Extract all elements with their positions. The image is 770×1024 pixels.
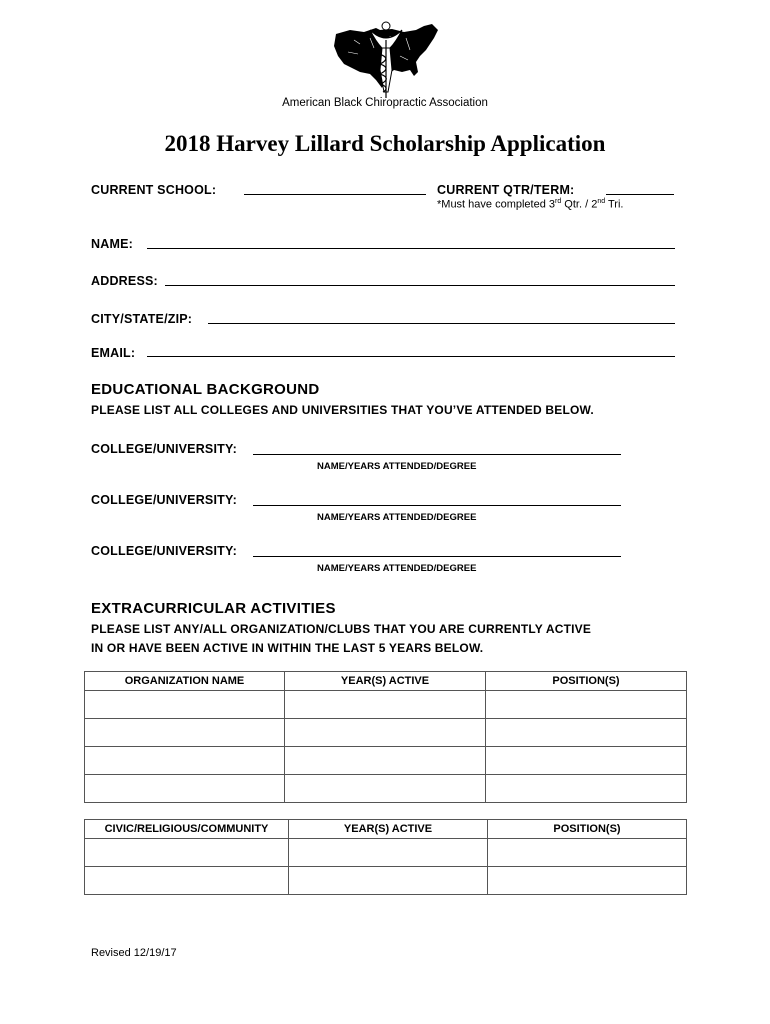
- civic-col-years-header: YEAR(S) ACTIVE: [289, 820, 488, 839]
- current-school-field[interactable]: [244, 194, 426, 195]
- org-cell[interactable]: [285, 691, 486, 719]
- civic-cell[interactable]: [289, 867, 488, 895]
- civic-cell[interactable]: [289, 839, 488, 867]
- education-heading: EDUCATIONAL BACKGROUND: [91, 381, 320, 398]
- extracurricular-heading: EXTRACURRICULAR ACTIVITIES: [91, 600, 336, 617]
- current-school-label: CURRENT SCHOOL:: [91, 183, 217, 197]
- table-row: [85, 747, 687, 775]
- org-cell[interactable]: [85, 775, 285, 803]
- city-state-zip-label: CITY/STATE/ZIP:: [91, 312, 193, 326]
- college-label-1: COLLEGE/UNIVERSITY:: [91, 442, 237, 456]
- college-field-1[interactable]: [253, 454, 621, 455]
- college-caption-1: NAME/YEARS ATTENDED/DEGREE: [317, 461, 477, 472]
- org-cell[interactable]: [486, 719, 687, 747]
- email-label: EMAIL:: [91, 346, 136, 360]
- college-label-2: COLLEGE/UNIVERSITY:: [91, 493, 237, 507]
- civic-cell[interactable]: [488, 839, 687, 867]
- org-col-name-header: ORGANIZATION NAME: [85, 672, 285, 691]
- name-field[interactable]: [147, 248, 675, 249]
- org-col-years-header: YEAR(S) ACTIVE: [285, 672, 486, 691]
- college-field-3[interactable]: [253, 556, 621, 557]
- table-row: [85, 839, 687, 867]
- name-label: NAME:: [91, 237, 133, 251]
- org-cell[interactable]: [486, 775, 687, 803]
- extracurricular-instruction-line2: IN OR HAVE BEEN ACTIVE IN WITHIN THE LAST 5 YEARS BELOW.: [91, 641, 484, 655]
- abca-logo: [330, 20, 442, 100]
- term-requirement-note: *Must have completed 3rd Qtr. / 2nd Tri.: [437, 198, 624, 211]
- extracurricular-instruction-line1: PLEASE LIST ANY/ALL ORGANIZATION/CLUBS THAT YOU ARE CURRENTLY ACTIVE: [91, 622, 592, 636]
- civic-cell[interactable]: [85, 867, 289, 895]
- org-cell[interactable]: [285, 747, 486, 775]
- org-cell[interactable]: [85, 747, 285, 775]
- table-row: [85, 775, 687, 803]
- org-cell[interactable]: [486, 747, 687, 775]
- civic-cell[interactable]: [488, 867, 687, 895]
- civic-table: [84, 819, 687, 895]
- college-label-3: COLLEGE/UNIVERSITY:: [91, 544, 237, 558]
- civic-col-name-header: CIVIC/RELIGIOUS/COMMUNITY: [85, 820, 289, 839]
- civic-col-position-header: POSITION(S): [488, 820, 687, 839]
- org-cell[interactable]: [85, 691, 285, 719]
- org-cell[interactable]: [285, 719, 486, 747]
- address-field[interactable]: [165, 285, 675, 286]
- organization-name: American Black Chiropractic Association: [282, 97, 488, 109]
- org-cell[interactable]: [486, 691, 687, 719]
- organization-table: [84, 671, 687, 803]
- education-instruction: PLEASE LIST ALL COLLEGES AND UNIVERSITIES THAT YOU’VE ATTENDED BELOW.: [91, 403, 594, 417]
- org-cell[interactable]: [285, 775, 486, 803]
- city-state-zip-field[interactable]: [208, 323, 675, 324]
- current-term-field[interactable]: [606, 194, 674, 195]
- current-term-label: CURRENT QTR/TERM:: [437, 183, 575, 197]
- college-field-2[interactable]: [253, 505, 621, 506]
- address-label: ADDRESS:: [91, 274, 158, 288]
- table-row: [85, 691, 687, 719]
- org-col-position-header: POSITION(S): [486, 672, 687, 691]
- civic-cell[interactable]: [85, 839, 289, 867]
- revision-date: Revised 12/19/17: [91, 947, 177, 959]
- table-row: [85, 719, 687, 747]
- college-caption-3: NAME/YEARS ATTENDED/DEGREE: [317, 563, 477, 574]
- page-title: 2018 Harvey Lillard Scholarship Application: [164, 131, 606, 156]
- table-row: [85, 867, 687, 895]
- org-cell[interactable]: [85, 719, 285, 747]
- email-field[interactable]: [147, 356, 675, 357]
- college-caption-2: NAME/YEARS ATTENDED/DEGREE: [317, 512, 477, 523]
